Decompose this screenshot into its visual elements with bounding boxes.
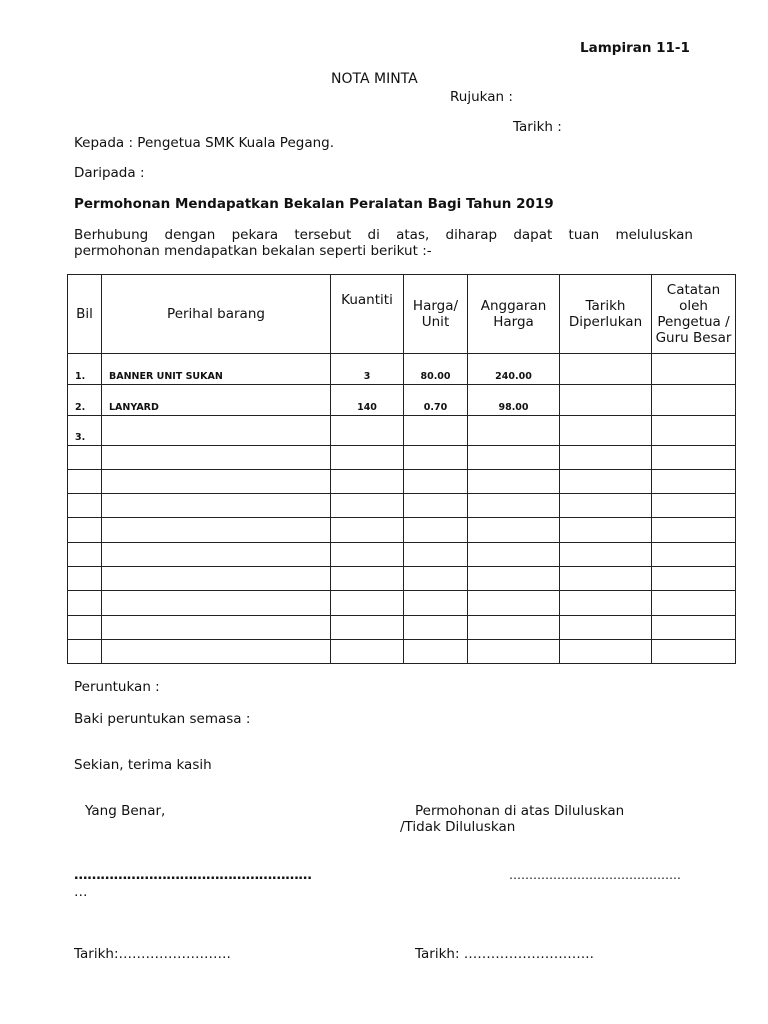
table-row-empty <box>68 446 736 470</box>
row-kuantiti: 140 <box>331 385 404 416</box>
baki-peruntukan-line: Baki peruntukan semasa : <box>74 711 251 727</box>
col-bil-header: Bil <box>68 275 102 354</box>
row-tarikh <box>560 416 652 446</box>
table-row <box>68 385 736 416</box>
row-catatan <box>652 416 736 446</box>
yang-benar-label: Yang Benar, <box>85 803 166 819</box>
table-row-empty <box>68 543 736 567</box>
kepada-line: Kepada : Pengetua SMK Kuala Pegang. <box>74 135 335 151</box>
daripada-line: Daripada : <box>74 165 145 181</box>
closing-line: Sekian, terima kasih <box>74 757 212 773</box>
tarikh-left-line: Tarikh:……………………. <box>74 946 231 962</box>
row-harga <box>404 416 468 446</box>
row-bil: 2. <box>68 385 102 416</box>
table-row-empty <box>68 494 736 518</box>
approval-label-line-2: /Tidak Diluluskan <box>400 819 516 835</box>
row-perihal: LANYARD <box>102 385 331 416</box>
col-anggaran-header: Anggaran Harga <box>468 275 560 354</box>
col-catatan-header: Catatan oleh Pengetua / Guru Besar <box>652 275 736 354</box>
table-row <box>68 416 736 446</box>
row-kuantiti <box>331 416 404 446</box>
tarikh-right-line: Tarikh: ……………………….. <box>415 946 594 962</box>
row-bil: 1. <box>68 354 102 385</box>
row-kuantiti: 3 <box>331 354 404 385</box>
signature-line-right: ……………………………………. <box>509 868 681 882</box>
request-table <box>67 274 736 664</box>
row-bil: 3. <box>68 416 102 446</box>
table-row-empty <box>68 470 736 494</box>
table-row-empty <box>68 591 736 616</box>
tarikh-header-label: Tarikh : <box>513 119 562 135</box>
signature-line-left-cont: … <box>74 884 88 900</box>
row-anggaran <box>468 416 560 446</box>
rujukan-label: Rujukan : <box>450 89 513 105</box>
row-perihal: BANNER UNIT SUKAN <box>102 354 331 385</box>
col-tarikh-header: Tarikh Diperlukan <box>560 275 652 354</box>
page-title: NOTA MINTA <box>331 71 418 87</box>
table-row-empty <box>68 518 736 543</box>
row-anggaran: 240.00 <box>468 354 560 385</box>
table-row-empty <box>68 616 736 640</box>
row-perihal <box>102 416 331 446</box>
peruntukan-line: Peruntukan : <box>74 679 160 695</box>
signature-line-left: ……………………………………………… <box>74 867 312 883</box>
col-perihal-header: Perihal barang <box>102 275 331 354</box>
intro-paragraph-line-1: Berhubung dengan pekara tersebut di atas, diharap dapat tuan meluluskan <box>74 227 693 243</box>
row-anggaran: 98.00 <box>468 385 560 416</box>
table-row-empty <box>68 640 736 664</box>
lampiran-label: Lampiran 11-1 <box>580 40 690 56</box>
table-row <box>68 354 736 385</box>
col-kuantiti-header: Kuantiti <box>331 275 404 354</box>
approval-label-line-1: Permohonan di atas Diluluskan <box>415 803 625 819</box>
row-catatan <box>652 385 736 416</box>
row-tarikh <box>560 354 652 385</box>
row-tarikh <box>560 385 652 416</box>
row-harga: 80.00 <box>404 354 468 385</box>
table-header-row <box>68 275 736 354</box>
col-harga-header: Harga/ Unit <box>404 275 468 354</box>
row-harga: 0.70 <box>404 385 468 416</box>
table-row-empty <box>68 567 736 591</box>
intro-paragraph-line-2: permohonan mendapatkan bekalan seperti berikut :- <box>74 243 432 259</box>
row-catatan <box>652 354 736 385</box>
subject-line: Permohonan Mendapatkan Bekalan Peralatan Bagi Tahun 2019 <box>74 196 554 212</box>
